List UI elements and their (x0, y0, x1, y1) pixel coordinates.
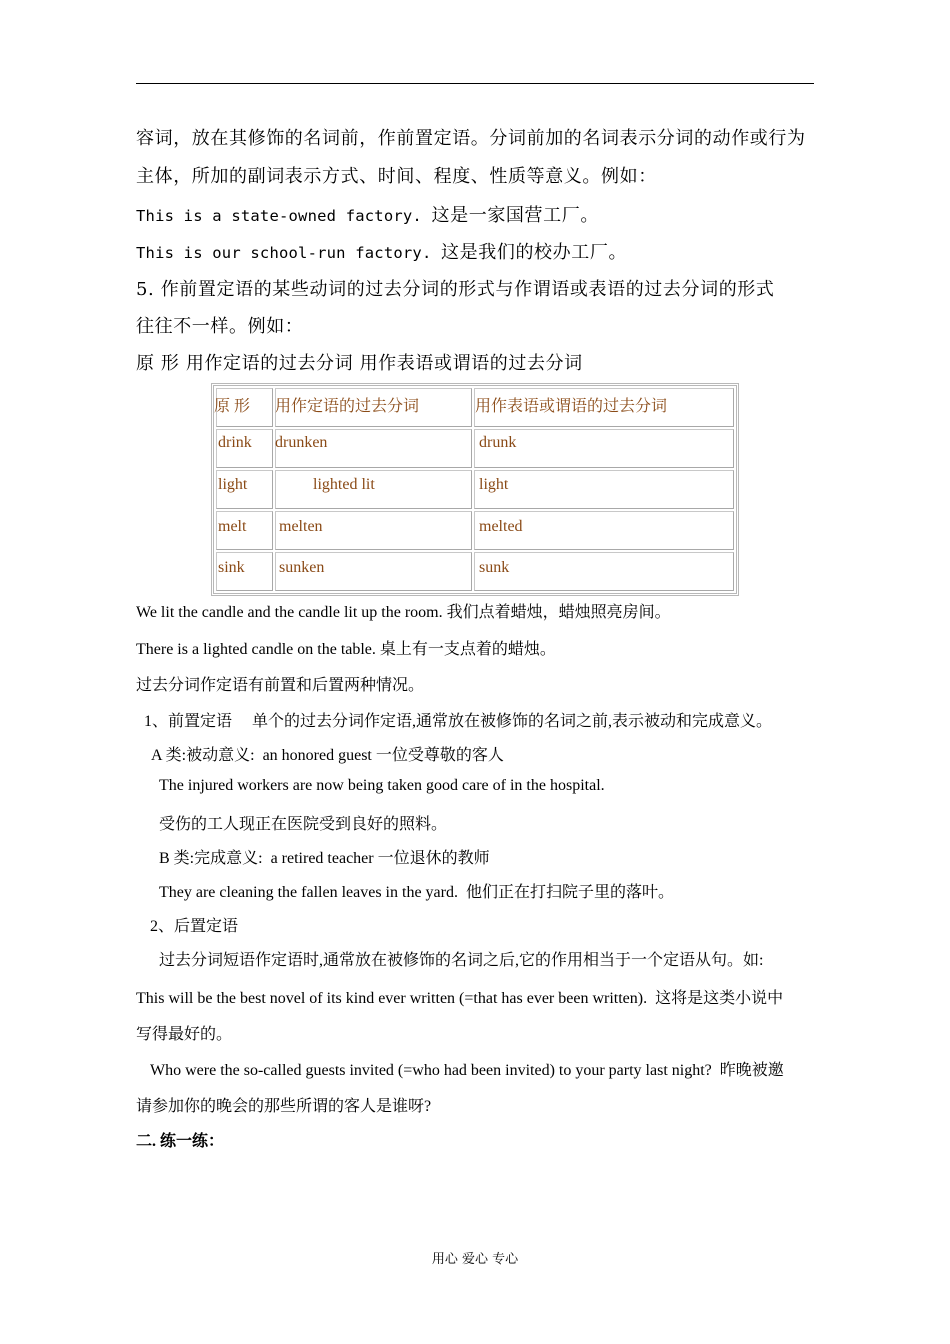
table-heading: 原 形 用作定语的过去分词 用作表语或谓语的过去分词 (136, 353, 583, 374)
example-line (136, 238, 627, 264)
example-line (136, 201, 599, 227)
body-line: B 类:完成意义: a retired teacher 一位退休的教师 (159, 850, 490, 867)
body-line: 2、后置定语 (150, 918, 239, 935)
table-cell-text: drunken (275, 434, 328, 451)
table-cell-text: light (218, 476, 248, 493)
table-header-text: 用作表语或谓语的过去分词 (475, 398, 668, 415)
example-english: This is our school-run factory. (136, 244, 432, 262)
header-rule (136, 83, 814, 84)
body-line: 1、前置定语 单个的过去分词作定语,通常放在被修饰的名词之前,表示被动和完成意义。 (144, 713, 773, 730)
example-chinese: 这是我们的校办工厂。 (441, 242, 628, 263)
table-cell (474, 470, 734, 509)
table-cell-text: melted (479, 518, 523, 535)
example-chinese: 这是一家国营工厂。 (431, 205, 599, 226)
table-cell-text: light (479, 476, 509, 493)
body-line: 写得最好的。 (136, 1026, 233, 1043)
body-line: This will be the best novel of its kind ever written (=that has ever been written). 这将是这类小说中 (136, 990, 784, 1007)
table-cell (474, 552, 734, 591)
paragraph-line: 往往不一样。例如： (136, 316, 304, 337)
table-cell-text: drunk (479, 434, 517, 451)
body-line: 过去分词短语作定语时,通常放在被修饰的名词之后,它的作用相当于一个定语从句。如: (159, 952, 764, 969)
table-cell-text: sink (218, 559, 245, 576)
body-line: The injured workers are now being taken good care of in the hospital. (159, 777, 605, 794)
body-line: There is a lighted candle on the table. 桌上有一支点着的蜡烛。 (136, 641, 556, 658)
table-cell-text: melt (218, 518, 247, 535)
table-header-text: 原 形 (214, 398, 251, 415)
example-english: This is a state-owned factory. (136, 207, 422, 225)
paragraph-line: 主体，所加的副词表示方式、时间、程度、性质等意义。例如： (136, 166, 657, 187)
table-cell-text: lighted lit (313, 476, 375, 493)
body-line: A 类:被动意义: an honored guest 一位受尊敬的客人 (151, 747, 504, 764)
table-cell-text: sunk (479, 559, 510, 576)
body-line: Who were the so-called guests invited (=who had been invited) to your party last night? 昨晚被邀 (150, 1062, 784, 1079)
page-footer: 用心 爱心 专心 (431, 1252, 519, 1267)
paragraph-line: 5. 作前置定语的某些动词的过去分词的形式与作谓语或表语的过去分词的形式 (136, 279, 775, 300)
body-line: We lit the candle and the candle lit up the room. 我们点着蜡烛，蜡烛照亮房间。 (136, 604, 671, 621)
table-cell-text: drink (218, 434, 252, 451)
body-line: 过去分词作定语有前置和后置两种情况。 (136, 677, 425, 694)
body-line: They are cleaning the fallen leaves in the yard. 他们正在打扫院子里的落叶。 (159, 884, 674, 901)
table-cell-text: sunken (279, 559, 325, 576)
body-line: 请参加你的晚会的那些所谓的客人是谁呀? (136, 1098, 432, 1115)
paragraph-line: 容词，放在其修饰的名词前，作前置定语。分词前加的名词表示分词的动作或行为 (136, 128, 806, 149)
body-line: 受伤的工人现正在医院受到良好的照料。 (159, 816, 448, 833)
section-heading: 二. 练一练： (136, 1133, 225, 1150)
table-cell-text: melten (279, 518, 323, 535)
table-header-text: 用作定语的过去分词 (275, 398, 420, 415)
